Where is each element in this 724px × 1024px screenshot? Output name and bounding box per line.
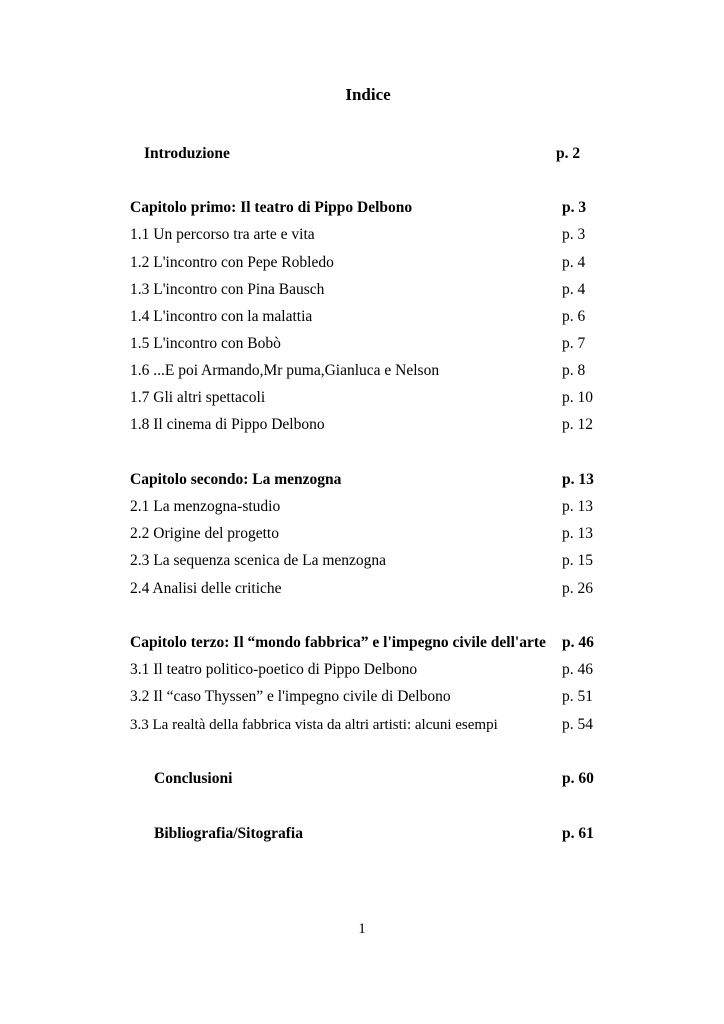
toc-entry-page: p. 3 bbox=[562, 199, 587, 216]
toc-entry-label: 1.4 L'incontro con la malattia bbox=[130, 308, 313, 325]
toc-entry-page: p. 4 bbox=[562, 281, 586, 298]
toc-entry-label: Introduzione bbox=[144, 145, 230, 162]
toc-entry-page: p. 46 bbox=[562, 634, 594, 651]
toc-entry-label: 1.3 L'incontro con Pina Bausch bbox=[130, 281, 325, 298]
toc-entry-label: 2.4 Analisi delle critiche bbox=[130, 580, 282, 597]
toc-entry-page: p. 3 bbox=[562, 226, 586, 243]
toc-entry-label: 1.6 ...E poi Armando,Mr puma,Gianluca e Nelson bbox=[130, 362, 440, 379]
toc-entry-label: 1.7 Gli altri spettacoli bbox=[130, 389, 266, 406]
toc-entry-page: p. 60 bbox=[562, 770, 594, 787]
toc-chapter-label: Capitolo terzo: Il “mondo fabbrica” e l'impegno civile dell'arte bbox=[130, 634, 546, 651]
toc-entry-page: p. 4 bbox=[562, 254, 586, 271]
toc-entry-page: p. 7 bbox=[562, 335, 586, 352]
toc-entry-page: p. 61 bbox=[562, 825, 594, 842]
toc-entry-page: p. 2 bbox=[556, 145, 581, 162]
toc-entry-label: 2.3 La sequenza scenica de La menzogna bbox=[130, 552, 387, 569]
toc-entry-label: 3.3 La realtà della fabbrica vista da altri artisti: alcuni esempi bbox=[130, 717, 498, 733]
page-number: 1 bbox=[358, 921, 366, 937]
toc-entry-label: 3.2 Il “caso Thyssen” e l'impegno civile di Delbono bbox=[130, 688, 451, 705]
toc-entry-label: Conclusioni bbox=[154, 770, 233, 787]
toc-entry-label: Bibliografia/Sitografia bbox=[154, 825, 303, 842]
toc-entry-label: 1.1 Un percorso tra arte e vita bbox=[130, 226, 315, 243]
toc-entry-label: 1.5 L'incontro con Bobò bbox=[130, 335, 281, 352]
toc-entry-label: 3.1 Il teatro politico-poetico di Pippo Delbono bbox=[130, 661, 418, 678]
toc-entry-page: p. 10 bbox=[562, 389, 593, 406]
toc-chapter-label: Capitolo secondo: La menzogna bbox=[130, 471, 342, 488]
toc-entry-page: p. 51 bbox=[562, 688, 593, 705]
toc-entry-page: p. 26 bbox=[562, 580, 593, 597]
toc-entry-label: 2.2 Origine del progetto bbox=[130, 525, 279, 542]
toc-entry-page: p. 13 bbox=[562, 471, 594, 488]
toc-chapter-label: Capitolo primo: Il teatro di Pippo Delbono bbox=[130, 199, 413, 216]
toc-entry-page: p. 13 bbox=[562, 525, 593, 542]
toc-entry-label: 1.2 L'incontro con Pepe Robledo bbox=[130, 254, 334, 271]
toc-entry-label: 1.8 Il cinema di Pippo Delbono bbox=[130, 416, 325, 433]
toc-entry-page: p. 13 bbox=[562, 498, 593, 515]
page-title: Indice bbox=[345, 85, 391, 104]
toc-entry-page: p. 15 bbox=[562, 552, 593, 569]
toc-entry-page: p. 54 bbox=[562, 716, 593, 733]
toc-entry-label: 2.1 La menzogna-studio bbox=[130, 498, 281, 515]
toc-entry-page: p. 8 bbox=[562, 362, 586, 379]
toc-entry-page: p. 46 bbox=[562, 661, 593, 678]
toc-entry-page: p. 12 bbox=[562, 416, 593, 433]
toc-entry-page: p. 6 bbox=[562, 308, 586, 325]
